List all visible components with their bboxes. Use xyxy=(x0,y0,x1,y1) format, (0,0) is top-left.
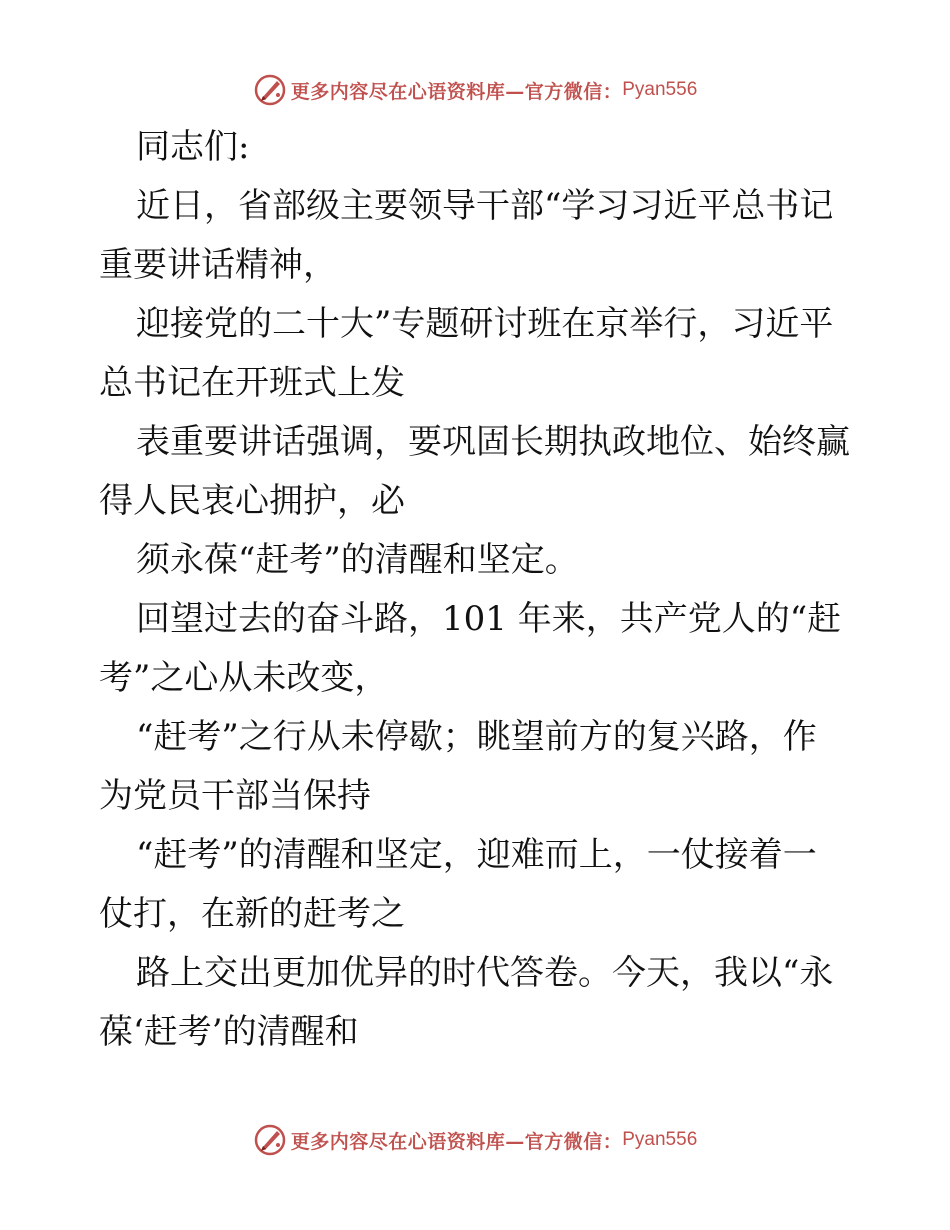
watermark-text: 更多内容尽在心语资料库—官方微信： xyxy=(290,1130,623,1153)
quill-pen-logo-icon xyxy=(253,1123,287,1157)
paragraph-line: 考”之心从未改变， xyxy=(99,658,389,698)
watermark-wechat-id: Pyan556 xyxy=(622,1129,698,1150)
paragraph-line: 表重要讲话强调，要巩固长期执政地位、始终赢 xyxy=(136,422,850,462)
footer-watermark xyxy=(0,1120,950,1160)
document-body xyxy=(99,118,859,1062)
paragraph-line: 仗打，在新的赶考之 xyxy=(99,894,405,934)
paragraph-line: 重要讲话精神， xyxy=(99,245,337,285)
paragraph-line: 为党员干部当保持 xyxy=(99,776,371,816)
paragraph-line: 近日，省部级主要领导干部“学习习近平总书记 xyxy=(136,186,834,226)
paragraph-line: 葆‘赶考’的清醒和 xyxy=(99,1012,359,1052)
paragraph-line: 得人民衷心拥护，必 xyxy=(99,481,405,521)
header-watermark xyxy=(0,70,950,110)
salutation-line: 同志们: xyxy=(136,127,250,167)
paragraph-line: 路上交出更加优异的时代答卷。今天，我以“永 xyxy=(136,953,834,993)
paragraph-line: “赶考”的清醒和坚定，迎难而上，一仗接着一 xyxy=(136,835,817,875)
paragraph-line: 回望过去的奋斗路，101 年来，共产党人的“赶 xyxy=(136,599,842,639)
watermark-wechat-id: Pyan556 xyxy=(622,79,698,100)
watermark-content xyxy=(253,73,698,107)
paragraph-line: 总书记在开班式上发 xyxy=(99,363,405,403)
paragraph-line: 须永葆“赶考”的清醒和坚定。 xyxy=(136,540,579,580)
paragraph-line: 迎接党的二十大”专题研讨班在京举行，习近平 xyxy=(136,304,834,344)
paragraph-line: “赶考”之行从未停歇；眺望前方的复兴路，作 xyxy=(136,717,817,757)
watermark-text: 更多内容尽在心语资料库—官方微信： xyxy=(290,80,623,103)
quill-pen-logo-icon xyxy=(253,73,287,107)
watermark-content xyxy=(253,1123,698,1157)
